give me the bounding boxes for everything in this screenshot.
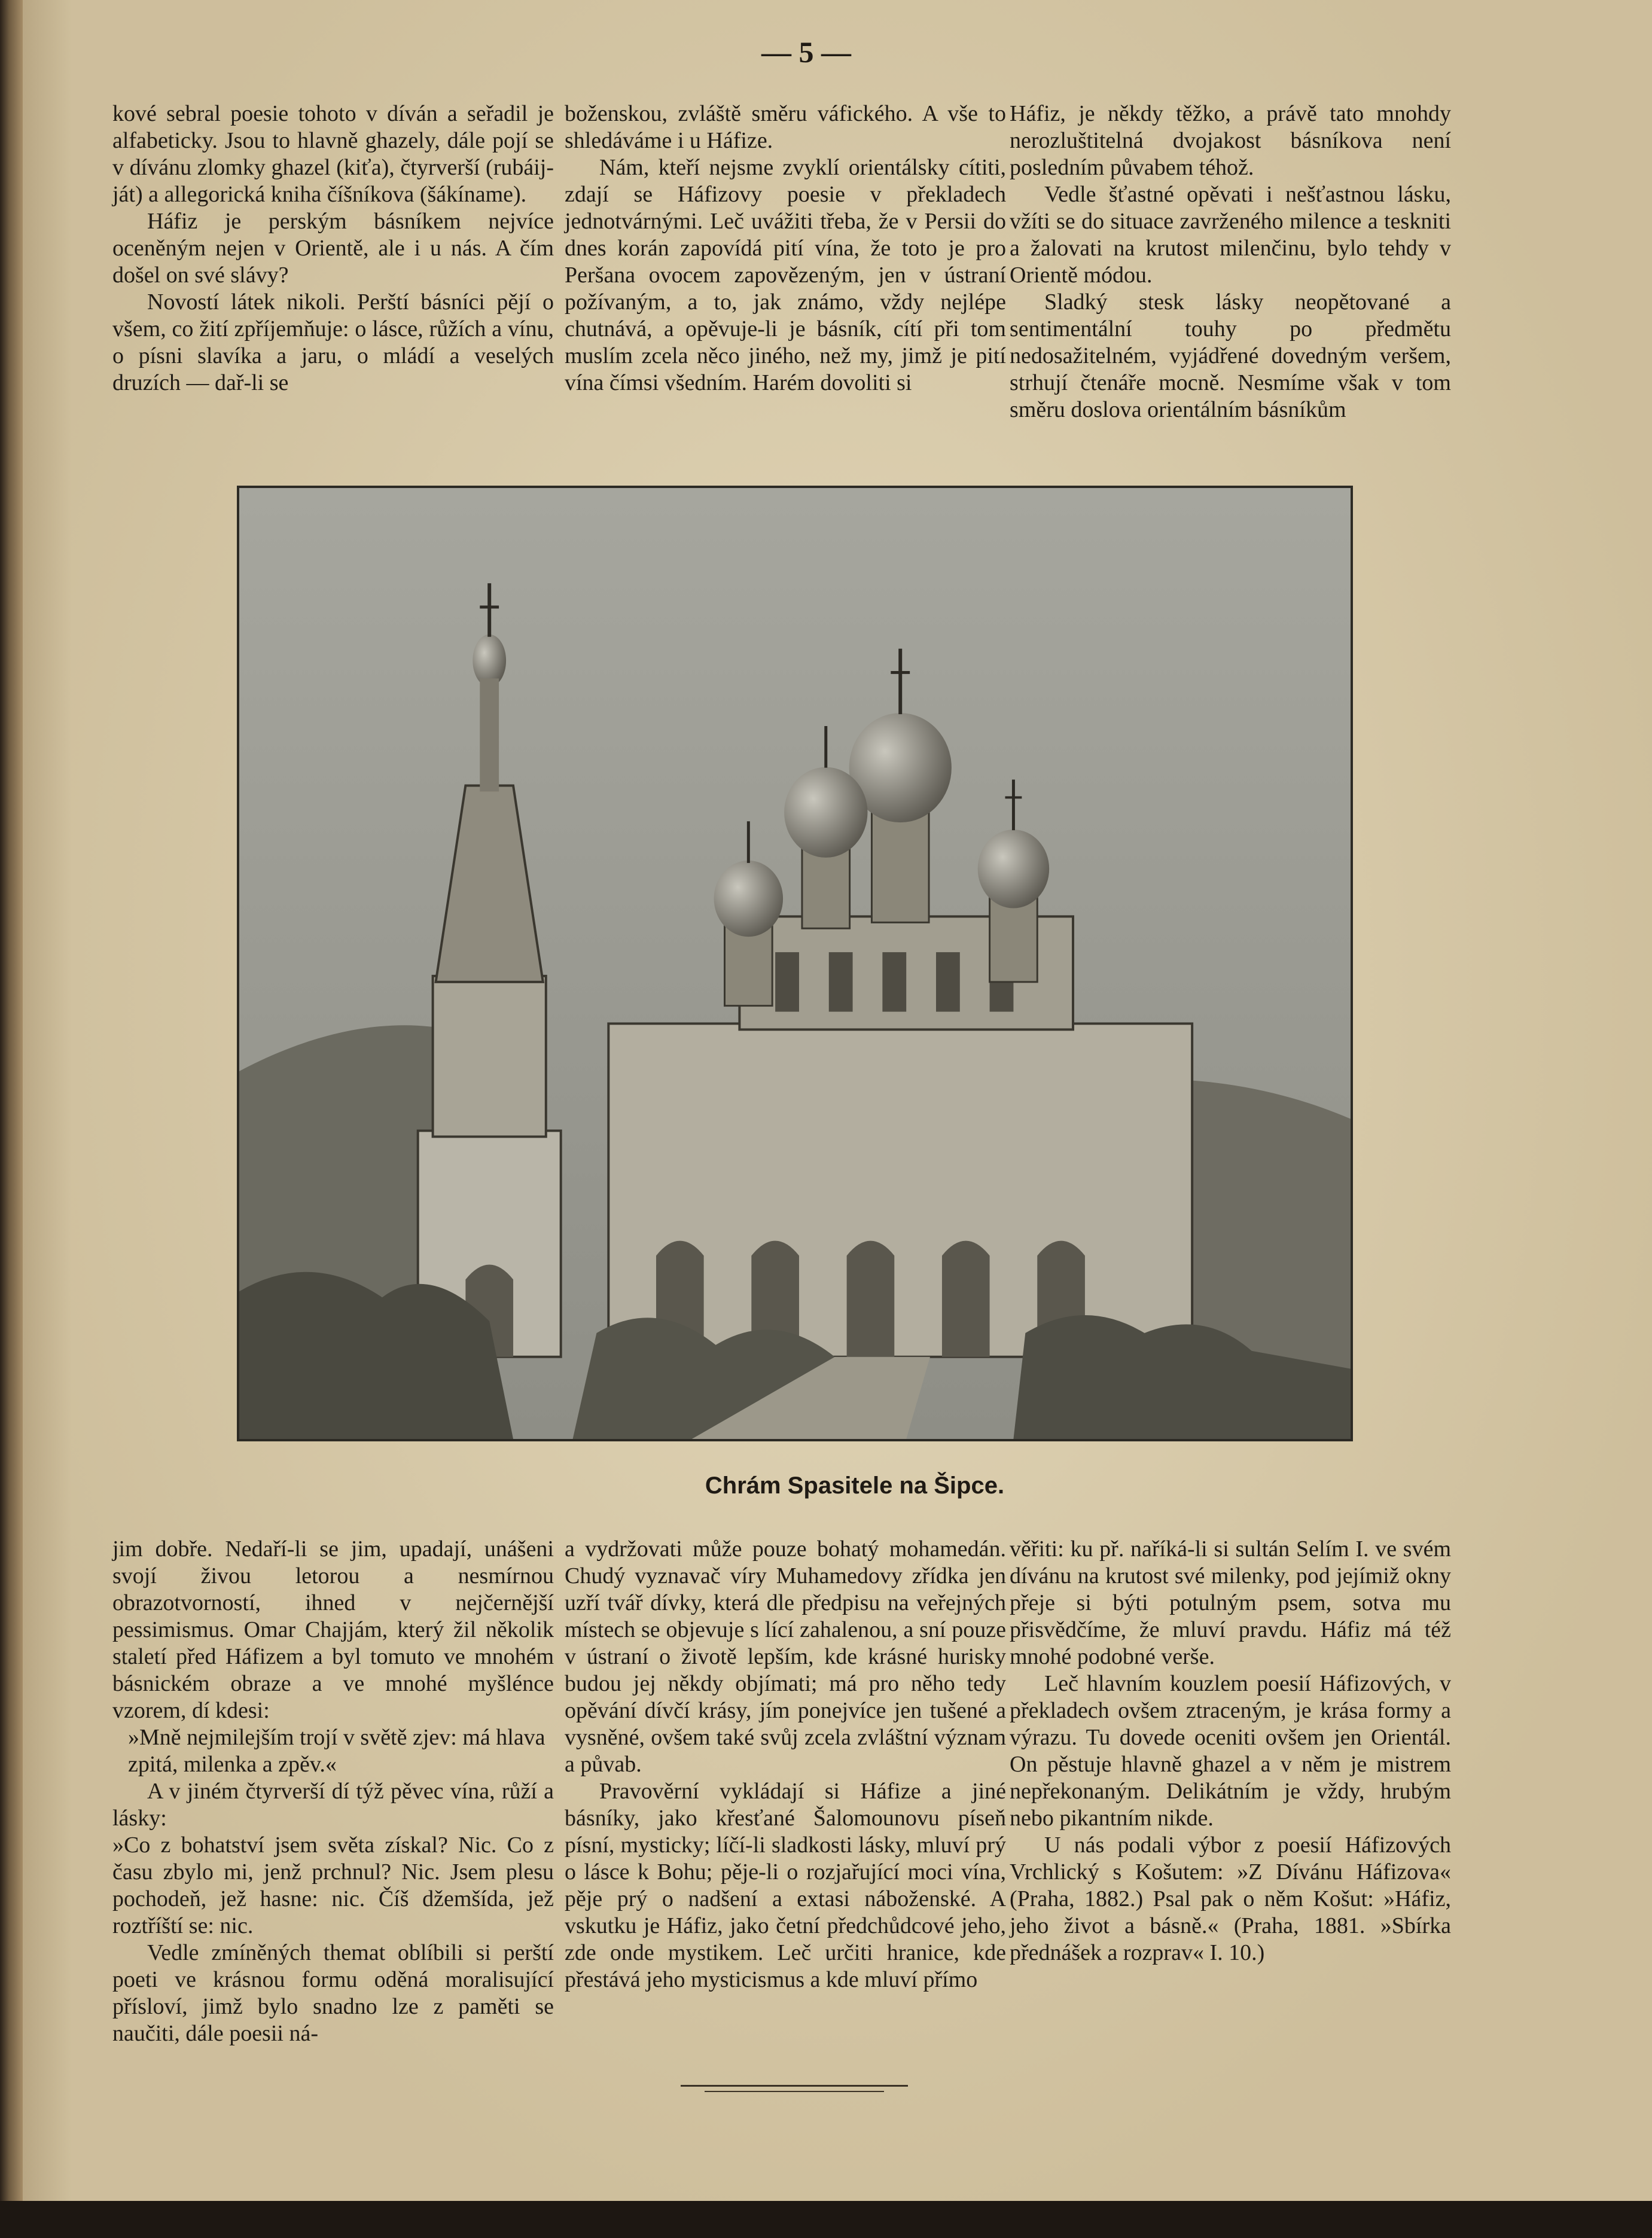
scan-border <box>0 2201 1652 2238</box>
column-bottom-left <box>112 1536 554 2047</box>
paragraph: U nás podali výbor z poesií Háfizových Vrchlický s Košutem: »Z Dívánu Háfizova« (Praha, 1882.) Psal pak o něm Košut: »Háfiz, jeho život a básně.« (Praha, 1881. »Sbírka přednášek a rozprav« I. 10.) <box>1010 1833 1451 1965</box>
column-bottom-middle <box>565 1536 1006 1993</box>
column-top-right <box>1010 100 1451 423</box>
column-top-middle <box>565 100 1006 397</box>
paragraph: Háfiz je perským básníkem nejvíce oceněným nejen v Orientě, ale i u nás. A čím došel on své slávy? <box>112 209 554 288</box>
end-rule-thin <box>705 2091 884 2092</box>
paragraph: Háfiz, je někdy těžko, a právě tato mnohdy nerozluštitelná dvojakost básníkova není posledním půvabem téhož. <box>1010 101 1451 180</box>
paragraph: A v jiném čtyrverší dí týž pěvec vína, růží a lásky: <box>112 1779 554 1831</box>
paragraph: a vydržovati může pouze bohatý mohamedán. Chudý vyznavač víry Muhamedovy zřídka jen uzří tvář dívky, která dle předpisu na veřejných místech se objevuje s lící zahalenou, a sní pouze v ústraní o životě lepším, kde krásné hurisky budou jej někdy objímati; má pro něho tedy opěvání dívčí krásy, jím ponejvíce jen tušené a vysněné, ovšem také svůj zcela zvláštní význam a půvab. <box>565 1536 1006 1777</box>
end-rule <box>681 2085 908 2087</box>
verse-quote: »Mně nejmilejším trojí v světě zjev: má hlava zpitá, milenka a zpěv.« <box>128 1725 545 1777</box>
paragraph: »Co z bohatství jsem světa získal? Nic. Co z času zbylo mi, jenž prchnul? Nic. Jsem plesu pochodeň, jež hasne: nic. Číš džemšída, jež roztříští se: nic. <box>112 1833 554 1938</box>
paragraph: věřiti: ku př. naříká-li si sultán Selím I. ve svém dívánu na krutost své milenky, pod jejímiž okny přeje si býti potulným psem, sotva mu přisvědčíme, že mluví pravdu. Háfiz má též mnohé podobné verše. <box>1010 1536 1451 1669</box>
paragraph: Pravověrní vykládají si Háfize a jiné básníky, jako křesťané Šalomounovu píseň písní, mysticky; líčí-li sladkosti lásky, mluví prý o lásce k Bohu; pěje-li o rozjařující moci vína, pěje prý o nadšení a extasi náboženské. A vskutku je Háfiz, jako četní předchůdcové jeho, zde onde mystikem. Leč určiti hranice, kde přestává jeho mysticismus a kde mluví přímo <box>565 1779 1006 1992</box>
paragraph: kové sebral poesie tohoto v díván a seřadil je alfabeticky. Jsou to hlavně ghazely, dále pojí se v dívánu zlomky ghazel (kiťa), čtyrverší (rubáij-ját) a allegorická kniha číšníkova (šákíname). <box>112 101 554 207</box>
figure-caption: Chrám Spasitele na Šipce. <box>705 1472 1005 1499</box>
church-photograph <box>237 486 1353 1441</box>
paragraph: Leč hlavním kouzlem poesií Háfizových, v překladech ovšem ztraceným, je krása formy a výrazu. Tu dovede oceniti ovšem jen Orientál. On pěstuje hlavně ghazel a v něm je mistrem nepřekonaným. Delikátním je vždy, hrubým nebo pikantním nikde. <box>1010 1671 1451 1831</box>
church-illustration <box>239 488 1351 1439</box>
adjacent-page-edge <box>0 0 23 2238</box>
paragraph: Vedle zmíněných themat oblíbili si perští poeti ve krásnou formu oděná moralisující přísloví, jimž bylo snadno lze z paměti se naučiti, dále poesii ná- <box>112 1940 554 2046</box>
paragraph: Vedle šťastné opěvati i nešťastnou lásku, vžíti se do situace zavrženého milence a teskniti a žalovati na krutost milenčinu, bylo tehdy v Orientě módou. <box>1010 182 1451 288</box>
paragraph: boženskou, zvláště směru váfického. A vše to shledáváme i u Háfize. <box>565 101 1006 153</box>
paragraph: jim dobře. Nedaří-li se jim, upadají, unášeni svojí živou letorou a nesmírnou obrazotvorností, ihned v nejčernější pessimismus. Omar Chajjám, který žil několik staletí před Háfizem a byl tomuto ve mnohém básnickém obraze a ve mnohé myšlénce vzorem, dí kdesi: <box>112 1536 554 1723</box>
paragraph: Sladký stesk lásky neopětované a sentimentální touhy po předmětu nedosažitelném, vyjádřené dovedným veršem, strhují čtenáře mocně. Nesmíme však v tom směru doslova orientálním básníkům <box>1010 289 1451 422</box>
column-bottom-right <box>1010 1536 1451 1966</box>
column-top-left <box>112 100 554 397</box>
paragraph: Nám, kteří nejsme zvyklí orientálsky cítiti, zdají se Háfizovy poesie v překladech jednotvárnými. Leč uvážiti třeba, že v Persii do dnes korán zapovídá pití vína, že toto je pro Peršana ovocem zapovězeným, jen v ústraní požívaným, a to, jak známo, vždy nejlépe chutnává, a opěvuje-li je básník, cítí při tom muslím zcela něco jiného, než my, jimž je pití vína čímsi všedním. Harém dovoliti si <box>565 155 1006 395</box>
paragraph: Novostí látek nikoli. Perští básníci pějí o všem, co žití zpříjemňuje: o lásce, růžích a vínu, o písni slavíka a jaru, o mládí a veselých druzích — dař-li se <box>112 289 554 395</box>
page-number: — 5 — <box>761 35 851 69</box>
book-page <box>23 0 1652 2201</box>
